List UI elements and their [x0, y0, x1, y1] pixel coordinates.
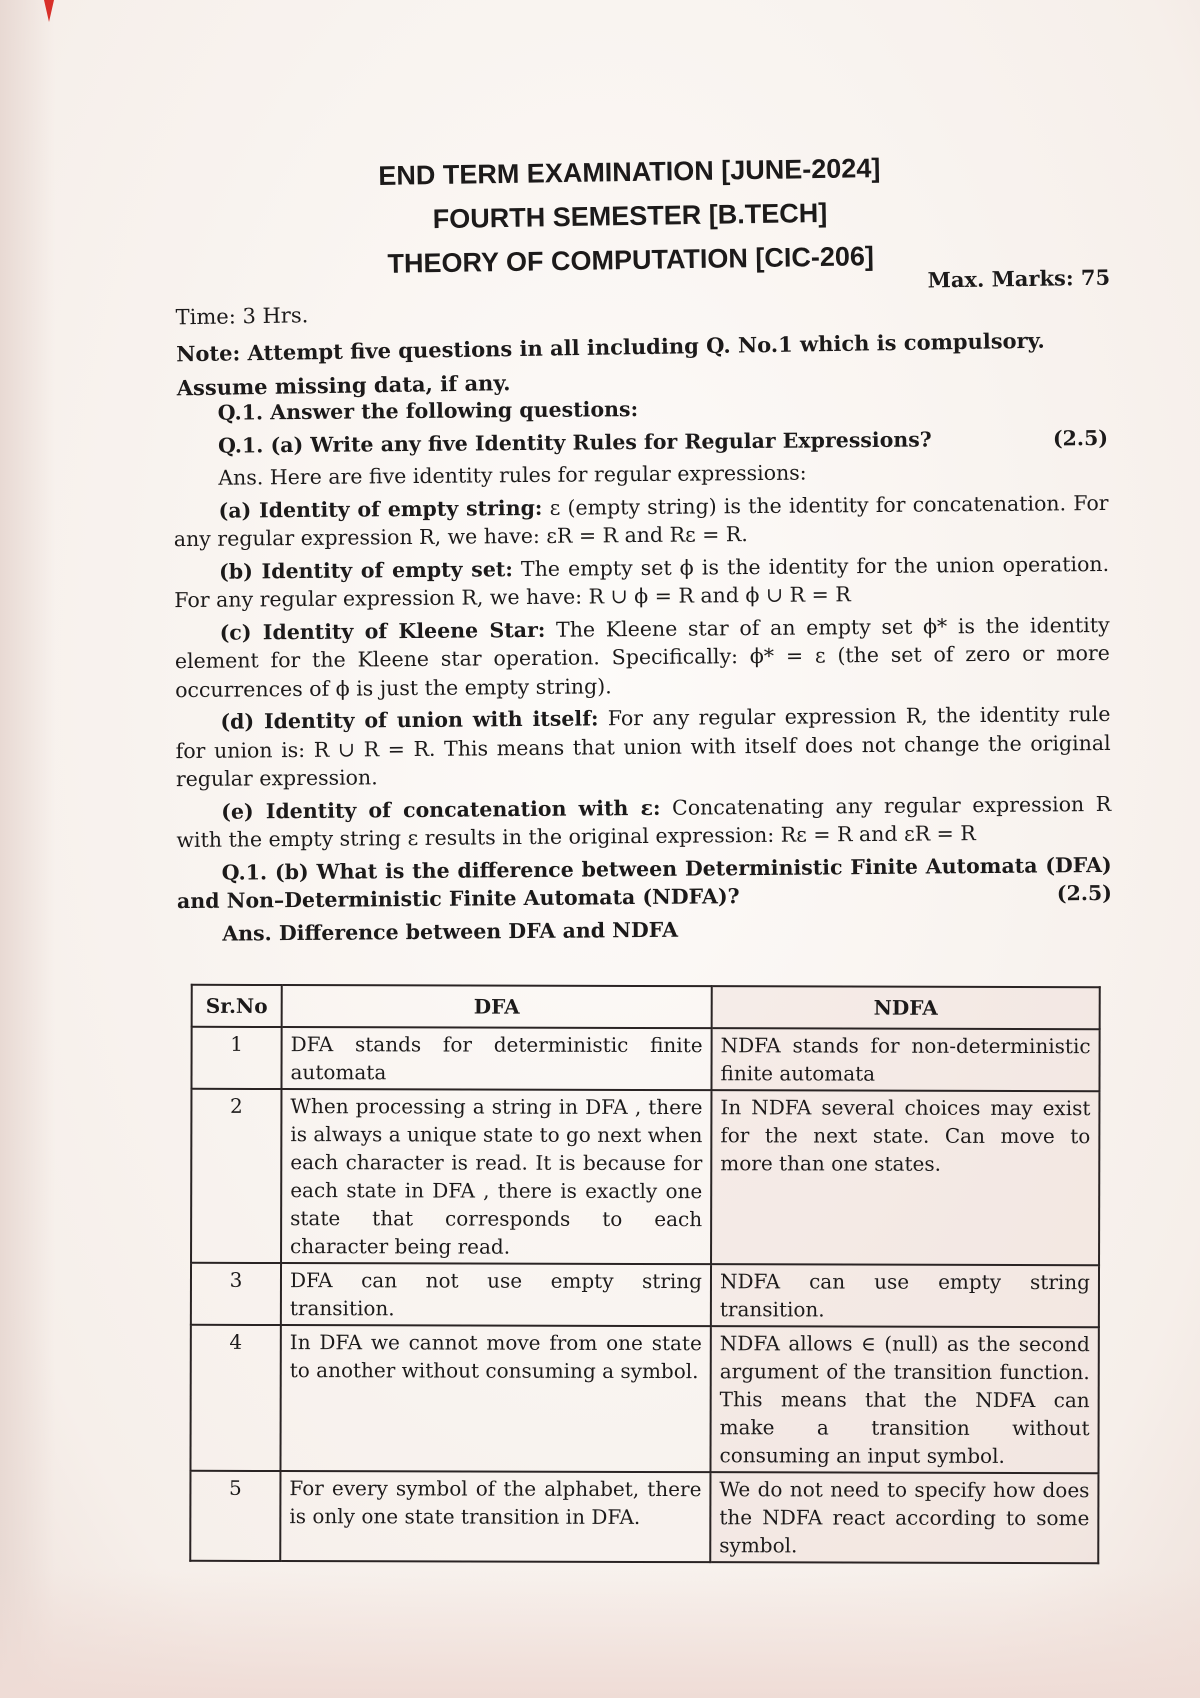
- cell-srno: 3: [191, 1263, 281, 1325]
- table-row: [191, 1027, 1099, 1091]
- page-shadow-left: [0, 0, 55, 1698]
- subject-title: THEORY OF COMPUTATION [CIC-206]: [387, 241, 875, 279]
- rule-a: [173, 488, 1108, 553]
- q1b-marks: (2.5): [1056, 880, 1113, 906]
- cell-srno: 5: [190, 1471, 280, 1561]
- q1b-answer-intro: [177, 911, 1112, 948]
- header-srno: Sr.No: [192, 985, 282, 1027]
- cell-srno: 1: [191, 1027, 281, 1089]
- rule-e-text: Concatenating any regular expression R with the empty string ε results in the original expression: Rε = R and εR = R: [176, 791, 1112, 853]
- rule-b: [174, 549, 1109, 614]
- rule-c: [175, 610, 1111, 704]
- cell-ndfa: In NDFA several choices may exist for the next state. Can move to more than one states.: [711, 1090, 1099, 1265]
- semester-title: FOURTH SEMESTER [B.TECH]: [432, 197, 828, 235]
- exam-header: [329, 145, 931, 286]
- rule-e: [176, 789, 1111, 854]
- header-dfa: DFA: [282, 985, 712, 1028]
- note-line-2: Assume missing data, if any.: [176, 370, 511, 401]
- q1b-question: [177, 850, 1112, 915]
- rule-a-text: ε (empty string) is the identity for concatenation. For any regular expression R, we have: εR = R and Rε = R.: [173, 490, 1109, 552]
- cell-dfa: When processing a string in DFA , there is always a unique state to go next when each character is read. It is because for each state in DFA , there is exactly one state that corresponds to each character being read.: [281, 1089, 711, 1264]
- q1a-marks: (2.5): [1052, 425, 1109, 450]
- cell-ndfa: We do not need to specify how does the NDFA react according to some symbol.: [710, 1472, 1098, 1563]
- rule-c-head: (c) Identity of Kleene Star:: [219, 617, 546, 645]
- header-ndfa: NDFA: [712, 986, 1100, 1029]
- table-row: [191, 1263, 1099, 1327]
- rule-d: [175, 700, 1111, 794]
- rule-c-text: The Kleene star of an empty set ϕ* is the identity element for the Kleene star operation. Specifically: ϕ* = ε (the set of zero or more occurrences of ϕ is just the empty string).: [174, 612, 1110, 702]
- cell-ndfa: NDFA allows ∈ (null) as the second argument of the transition function. This means that the NDFA can make a transition without consuming an input symbol.: [710, 1326, 1098, 1473]
- cell-dfa: DFA can not use empty string transition.: [281, 1263, 711, 1326]
- comparison-table-wrap: [189, 984, 1101, 1564]
- note-line-1: Note: Attempt five questions in all including Q. No.1 which is compulsory.: [176, 327, 1045, 367]
- exam-title: END TERM EXAMINATION [JUNE-2024]: [378, 153, 881, 191]
- table-row: [190, 1325, 1098, 1473]
- max-marks: Max. Marks: 75: [927, 264, 1111, 293]
- table-header-row: [192, 985, 1100, 1029]
- exam-time: Time: 3 Hrs.: [175, 303, 309, 330]
- cell-srno: 2: [191, 1089, 281, 1263]
- rule-e-head: (e) Identity of concatenation with ε:: [221, 795, 661, 824]
- cell-dfa: For every symbol of the alphabet, there is only one state transition in DFA.: [280, 1471, 710, 1562]
- rule-d-text: For any regular expression R, the identity rule for union is: R ∪ R = R. This means that union with itself does not change the original regular expression.: [175, 701, 1111, 792]
- q1-title: Q.1. Answer the following questions:: [217, 397, 639, 425]
- table-row: [190, 1471, 1098, 1563]
- cell-srno: 4: [190, 1325, 280, 1471]
- q1b-text: Q.1. (b) What is the difference between Deterministic Finite Automata (DFA) and Non–Deterministic Finite Automata (NDFA)?: [176, 852, 1112, 914]
- table-row: [191, 1089, 1099, 1265]
- corner-mark: [44, 0, 54, 22]
- cell-ndfa: NDFA stands for non-deterministic finite automata: [711, 1028, 1099, 1091]
- rule-d-head: (d) Identity of union with itself:: [220, 706, 599, 734]
- rule-b-text: The empty set ϕ is the identity for the union operation. For any regular expression R, we have: R ∪ ϕ = R and ϕ ∪ R = R: [174, 551, 1110, 613]
- q1a-question: [173, 423, 1108, 460]
- page-shadow-bottom: [0, 1568, 1200, 1698]
- q1b-answer-text: Ans. Difference between DFA and NDFA: [222, 917, 679, 946]
- cell-dfa: DFA stands for deterministic finite automata: [281, 1027, 711, 1090]
- dfa-ndfa-table: [189, 984, 1101, 1564]
- cell-dfa: In DFA we cannot move from one state to another without consuming a symbol.: [280, 1325, 710, 1472]
- cell-ndfa: NDFA can use empty string transition.: [711, 1264, 1099, 1327]
- q1a-text: Q.1. (a) Write any five Identity Rules for Regular Expressions?: [217, 426, 932, 458]
- question-content: [173, 391, 1113, 952]
- rule-a-head: (a) Identity of empty string:: [218, 495, 543, 523]
- q1a-answer-intro: Ans. Here are five identity rules for regular expressions:: [218, 460, 807, 490]
- rule-b-head: (b) Identity of empty set:: [219, 556, 513, 584]
